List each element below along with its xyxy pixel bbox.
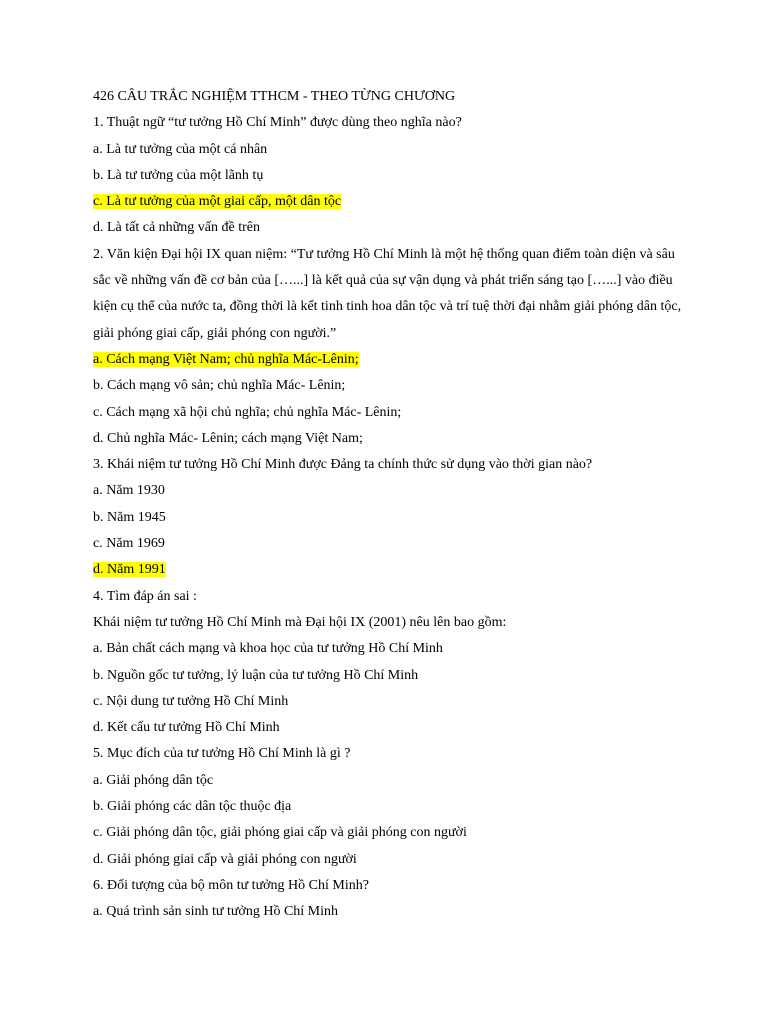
line-text: Khái niệm tư tưởng Hồ Chí Minh mà Đại hội IX (2001) nêu lên bao gồm:: [93, 614, 507, 630]
line-text: b. Giải phóng các dân tộc thuộc địa: [93, 799, 292, 815]
line-text: 3. Khái niệm tư tưởng Hồ Chí Minh được Đảng ta chính thức sử dụng vào thời gian nào?: [93, 457, 593, 473]
question-text: [93, 110, 683, 136]
line-text: c. Nội dung tư tưởng Hồ Chí Minh: [93, 693, 289, 709]
line-text: 6. Đối tượng của bộ môn tư tưởng Hồ Chí Minh?: [93, 877, 369, 893]
question-text: [93, 584, 683, 610]
question-text: [93, 242, 683, 347]
question-text: [93, 741, 683, 767]
answer-option: [93, 715, 683, 741]
answer-option: [93, 478, 683, 504]
answer-option: [93, 163, 683, 189]
answer-option: [93, 794, 683, 820]
question-text: [93, 873, 683, 899]
line-text: c. Là tư tưởng của một giai cấp, một dân tộc: [93, 194, 342, 210]
answer-option: [93, 689, 683, 715]
line-text: a. Quá trình sản sinh tư tưởng Hồ Chí Minh: [93, 904, 339, 920]
line-text: 1. Thuật ngữ “tư tưởng Hồ Chí Minh” được dùng theo nghĩa nào?: [93, 115, 462, 131]
line-text: d. Năm 1991: [93, 562, 166, 578]
answer-option-highlighted: [93, 189, 683, 215]
line-text: b. Nguồn gốc tư tưởng, lý luận của tư tưởng Hồ Chí Minh: [93, 667, 419, 683]
answer-option: [93, 531, 683, 557]
line-text: a. Năm 1930: [93, 483, 165, 499]
line-text: b. Năm 1945: [93, 509, 166, 525]
answer-option: [93, 636, 683, 662]
line-text: d. Chủ nghĩa Mác- Lênin; cách mạng Việt Nam;: [93, 430, 363, 446]
line-text: 5. Mục đích của tư tưởng Hồ Chí Minh là gì ?: [93, 746, 351, 762]
line-text: d. Kết cấu tư tưởng Hồ Chí Minh: [93, 720, 280, 736]
answer-option: [93, 400, 683, 426]
line-text: b. Cách mạng vô sản; chủ nghĩa Mác- Lênin;: [93, 378, 346, 394]
question-context: [93, 610, 683, 636]
line-text: d. Giải phóng giai cấp và giải phóng con người: [93, 851, 357, 867]
document-title: 426 CÂU TRẮC NGHIỆM TTHCM - THEO TỪNG CHƯƠNG: [93, 89, 456, 104]
line-text: a. Giải phóng dân tộc: [93, 772, 214, 788]
answer-option: [93, 505, 683, 531]
answer-option: [93, 820, 683, 846]
line-text: d. Là tất cả những vấn đề trên: [93, 220, 260, 236]
answer-option: [93, 426, 683, 452]
line-text: c. Cách mạng xã hội chủ nghĩa; chủ nghĩa Mác- Lênin;: [93, 404, 402, 420]
line-text: 2. Văn kiện Đại hội IX quan niệm: “Tư tưởng Hồ Chí Minh là một hệ thống quan điểm toàn diện và sâu sắc về những vấn đề cơ bản của […...] là kết quả của sự vận dụng và phát triển sáng tạo […...] vào điều kiện cụ thể của nước ta, đồng thời là kết tinh tinh hoa dân tộc và trí tuệ thời đại nhằm giải phóng dân tộc, giải phóng giai cấp, giải phóng con người.”: [93, 246, 682, 341]
answer-option-highlighted: [93, 557, 683, 583]
question-text: [93, 452, 683, 478]
line-text: a. Bản chất cách mạng và khoa học của tư tưởng Hồ Chí Minh: [93, 641, 443, 657]
answer-option: [93, 663, 683, 689]
line-text: c. Năm 1969: [93, 536, 165, 552]
line-text: a. Là tư tưởng của một cá nhân: [93, 141, 268, 157]
answer-option: [93, 373, 683, 399]
line-text: a. Cách mạng Việt Nam; chủ nghĩa Mác-Lênin;: [93, 351, 359, 367]
document-body: [93, 84, 683, 926]
line-text: c. Giải phóng dân tộc, giải phóng giai cấp và giải phóng con người: [93, 825, 467, 841]
answer-option: [93, 847, 683, 873]
answer-option: [93, 215, 683, 241]
answer-option: [93, 768, 683, 794]
line-text: 4. Tìm đáp án sai :: [93, 588, 197, 604]
answer-option-highlighted: [93, 347, 683, 373]
answer-option: [93, 137, 683, 163]
answer-option: [93, 899, 683, 925]
line-text: b. Là tư tưởng của một lãnh tụ: [93, 167, 264, 183]
